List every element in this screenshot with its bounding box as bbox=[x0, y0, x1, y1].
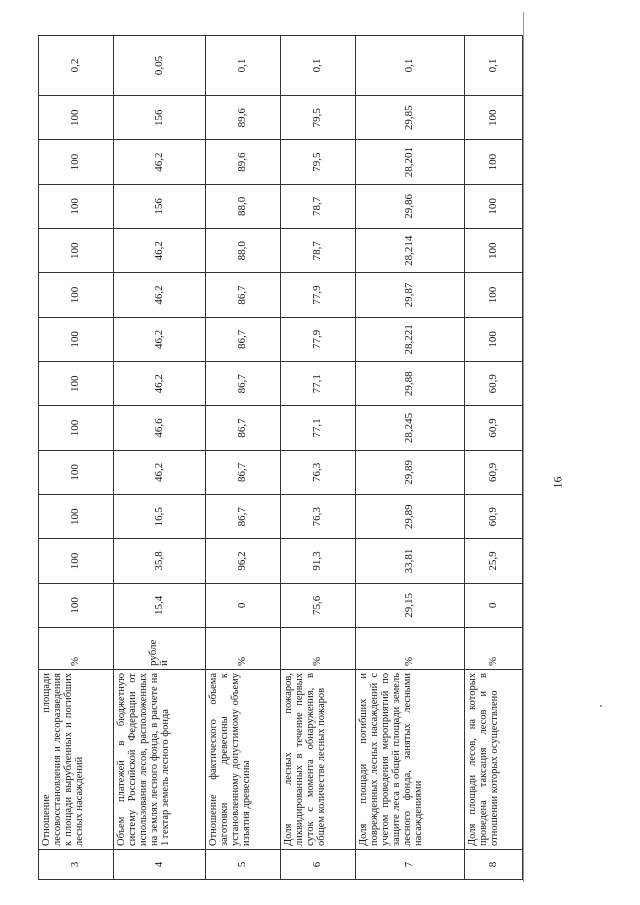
value-cell: 100 bbox=[464, 140, 522, 184]
value-cell: 29,15 bbox=[356, 583, 465, 627]
unit-cell: % bbox=[39, 628, 114, 670]
indicator-description: Доля площади лесов, на которых проведена таксация лесов и в отношении которых осуществлено bbox=[464, 670, 522, 850]
value-cell: 46,2 bbox=[114, 140, 206, 184]
weight-cell: 0,1 bbox=[464, 36, 522, 96]
value-cell: 60,9 bbox=[464, 495, 522, 539]
value-cell: 100 bbox=[39, 362, 114, 406]
table-row bbox=[464, 36, 522, 880]
unit-cell: % bbox=[205, 628, 280, 670]
indicator-description: Отношение площади лесовосстановления и лесоразведения к площади вырубленных и погибших лесных насаждений bbox=[39, 670, 114, 850]
value-cell: 46,2 bbox=[114, 229, 206, 273]
value-cell: 156 bbox=[114, 184, 206, 228]
row-number: 6 bbox=[280, 850, 355, 880]
value-cell: 86,7 bbox=[205, 273, 280, 317]
value-cell: 77,1 bbox=[280, 406, 355, 450]
weight-cell: 0,1 bbox=[205, 36, 280, 96]
weight-cell: 0,1 bbox=[356, 36, 465, 96]
indicator-description: Доля площади погибших и поврежденных лесных насаждений с учетом проведения мероприятий по защите леса в общей площади земель лесного фонда, занятых лесными насаждениями bbox=[356, 670, 465, 850]
value-cell: 100 bbox=[39, 229, 114, 273]
value-cell: 46,2 bbox=[114, 317, 206, 361]
value-cell: 100 bbox=[39, 406, 114, 450]
row-number: 8 bbox=[464, 850, 522, 880]
value-cell: 100 bbox=[464, 273, 522, 317]
value-cell: 96,2 bbox=[205, 539, 280, 583]
value-cell: 29,86 bbox=[356, 184, 465, 228]
table-row bbox=[205, 36, 280, 880]
row-number: 5 bbox=[205, 850, 280, 880]
value-cell: 100 bbox=[464, 184, 522, 228]
value-cell: 29,88 bbox=[356, 362, 465, 406]
table-row bbox=[356, 36, 465, 880]
value-cell: 28,221 bbox=[356, 317, 465, 361]
value-cell: 100 bbox=[39, 273, 114, 317]
value-cell: 60,9 bbox=[464, 450, 522, 494]
table-row bbox=[280, 36, 355, 880]
value-cell: 60,9 bbox=[464, 362, 522, 406]
value-cell: 88,0 bbox=[205, 184, 280, 228]
value-cell: 100 bbox=[464, 96, 522, 140]
value-cell: 25,9 bbox=[464, 539, 522, 583]
value-cell: 35,8 bbox=[114, 539, 206, 583]
table-row bbox=[114, 36, 206, 880]
value-cell: 89,6 bbox=[205, 140, 280, 184]
value-cell: 100 bbox=[39, 539, 114, 583]
scan-edge-line bbox=[523, 12, 524, 882]
weight-cell: 0,2 bbox=[39, 36, 114, 96]
unit-cell: % bbox=[280, 628, 355, 670]
value-cell: 100 bbox=[39, 96, 114, 140]
value-cell: 78,7 bbox=[280, 229, 355, 273]
indicator-description: Доля лесных пожаров, ликвидированных в течение первых суток с момента обнаружения, в общем количестве лесных пожаров bbox=[280, 670, 355, 850]
value-cell: 86,7 bbox=[205, 317, 280, 361]
value-cell: 28,214 bbox=[356, 229, 465, 273]
table-row bbox=[39, 36, 114, 880]
value-cell: 100 bbox=[464, 317, 522, 361]
unit-cell: % bbox=[356, 628, 465, 670]
value-cell: 76,3 bbox=[280, 495, 355, 539]
unit-cell: % bbox=[464, 628, 522, 670]
value-cell: 60,9 bbox=[464, 406, 522, 450]
indicator-description: Объем платежей в бюджетную систему Российской Федерации от использования лесов, расположенных на землях лесного фонда, в расчете на 1 гектар земель лесного фонда bbox=[114, 670, 206, 850]
value-cell: 86,7 bbox=[205, 406, 280, 450]
value-cell: 86,7 bbox=[205, 362, 280, 406]
value-cell: 33,81 bbox=[356, 539, 465, 583]
indicator-description: Отношение фактического объема заготовки древесины к установленному допустимому объему изъятия древесины bbox=[205, 670, 280, 850]
unit-cell: рубле й bbox=[114, 628, 206, 670]
value-cell: 88,0 bbox=[205, 229, 280, 273]
scan-speck bbox=[600, 705, 602, 707]
value-cell: 86,7 bbox=[205, 495, 280, 539]
value-cell: 77,9 bbox=[280, 273, 355, 317]
value-cell: 46,6 bbox=[114, 406, 206, 450]
indicator-table bbox=[38, 35, 523, 880]
value-cell: 100 bbox=[39, 495, 114, 539]
value-cell: 78,7 bbox=[280, 184, 355, 228]
value-cell: 100 bbox=[39, 140, 114, 184]
value-cell: 89,6 bbox=[205, 96, 280, 140]
page-number: 16 bbox=[550, 476, 565, 489]
value-cell: 156 bbox=[114, 96, 206, 140]
value-cell: 79,5 bbox=[280, 140, 355, 184]
row-number: 4 bbox=[114, 850, 206, 880]
value-cell: 46,2 bbox=[114, 273, 206, 317]
value-cell: 91,3 bbox=[280, 539, 355, 583]
value-cell: 15,4 bbox=[114, 583, 206, 627]
row-number: 3 bbox=[39, 850, 114, 880]
weight-cell: 0,1 bbox=[280, 36, 355, 96]
value-cell: 100 bbox=[39, 317, 114, 361]
value-cell: 100 bbox=[39, 184, 114, 228]
value-cell: 29,87 bbox=[356, 273, 465, 317]
value-cell: 77,1 bbox=[280, 362, 355, 406]
row-number: 7 bbox=[356, 850, 465, 880]
rotated-table-wrapper bbox=[38, 35, 523, 880]
value-cell: 46,2 bbox=[114, 362, 206, 406]
value-cell: 100 bbox=[39, 583, 114, 627]
value-cell: 79,5 bbox=[280, 96, 355, 140]
value-cell: 75,6 bbox=[280, 583, 355, 627]
value-cell: 100 bbox=[39, 450, 114, 494]
value-cell: 0 bbox=[464, 583, 522, 627]
value-cell: 28,245 bbox=[356, 406, 465, 450]
value-cell: 16,5 bbox=[114, 495, 206, 539]
value-cell: 77,9 bbox=[280, 317, 355, 361]
value-cell: 46,2 bbox=[114, 450, 206, 494]
value-cell: 0 bbox=[205, 583, 280, 627]
weight-cell: 0,05 bbox=[114, 36, 206, 96]
value-cell: 29,89 bbox=[356, 495, 465, 539]
value-cell: 29,85 bbox=[356, 96, 465, 140]
value-cell: 86,7 bbox=[205, 450, 280, 494]
value-cell: 29,89 bbox=[356, 450, 465, 494]
value-cell: 76,3 bbox=[280, 450, 355, 494]
value-cell: 28,201 bbox=[356, 140, 465, 184]
value-cell: 100 bbox=[464, 229, 522, 273]
